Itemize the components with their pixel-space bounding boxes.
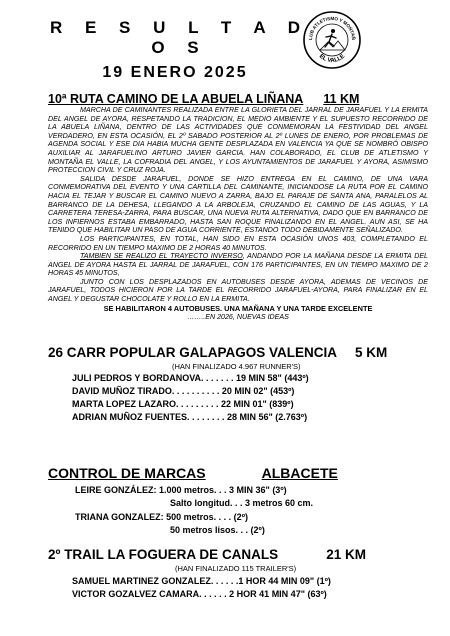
result-row: DAVID MUÑOZ TIRADO. . . . . . . . . . 20 MIN 02" (453º) [72, 386, 295, 396]
section1-body [48, 106, 428, 322]
paragraph-4 [48, 252, 428, 278]
section4-note: (HAN FINALIZADO 115 TRAILER'S) [175, 564, 297, 573]
closing-note: ……..EN 2026, NUEVAS IDEAS [187, 313, 289, 322]
section2-name: 26 CARR POPULAR GALAPAGOS VALENCIA [48, 345, 338, 360]
paragraph-5: JUNTO CON LOS DESPLAZADOS EN AUTOBUSES DESDE AYORA, ADEMAS DE VECINOS DE JARAFUEL, TODOS HICIERON POR LA TARDE EL RECORRIDO JARAFUEL-AYORA, PARA FINALIZAR EN EL ANGEL Y DEGUSTAR CHOCOLATE Y ROLLO EN LA ERMITA. [48, 277, 428, 304]
page-header [40, 18, 310, 84]
result-row: VICTOR GOZALVEZ CAMARA. . . . . . 2 HOR 41 MIN 47" (63º) [72, 589, 327, 599]
paragraph-2: SALIDA DESDE JARAFUEL, DONDE SE HIZO ENTREGA EN EL CAMINO, DE UNA VARA CONMEMORATIVA DEL EVENTO Y UNA CARTILLA DEL CAMINANTE, INICIANDOSE LA RUTA POR EL CAMINO HACIA EL TEJAR Y BUSCAR EL CAMINO NUEVO A ZARRA, BAJO EL PARAJE DE SANTA ANA, PARALELOS AL BARRANCO DE LA DEHESA, LLEGANDO A LA ARBOLEJA, CRUZANDO EL CAMINO DE LAS AGUAS, Y LA CARRETERA TERESA-ZARRA, PARA BUSCAR, UNA NUEVA RUTA ALTERNATIVA, DADO QUE EN BARRANCO DE LOS INFIERNOS ESTABA EMBARRADO, HASTA SAN ROQUE FINALIZANDO EN EL ANGEL. AUN ASI, SE HA TENIDO QUE HABILITAR UN PASO DE AGUA CORRIENTE, ESTANDO TODO DEBIDAMENTE SEÑALIZADO. [48, 174, 428, 235]
paragraph-3: LOS PARTICIPANTES, EN TOTAL, HAN SIDO EN ESTA OCASIÓN UNOS 403, COMPLETANDO EL RECORRIDO EN UN TIEMPO MAXIMO DE 2 HORAS 40 MINUTOS. [48, 234, 428, 252]
result-row: SAMUEL MARTINEZ GONZALEZ. . . . . .1 HOR 44 MIN 09" (1º) [72, 576, 331, 586]
section4-distance: 21 KM [326, 547, 366, 562]
paragraph-1: MARCHA DE CAMINANTES REALIZADA ENTRE LA GLORIETA DEL JARRAL DE JARAFUEL Y LA ERMITA DEL ANGEL DE AYORA, RESPETANDO LA TRADICION, EL MEDIO AMBIENTE Y EL SUPUESTO RECORRIDO DE LA ABUELA LIÑANA, DENTRO DE LAS ACTIVIDADES QUE CONMEMORAN LA FESTIVIDAD DEL ANGEL VERDADERO, EN ESTA OCASIÓN, EL 2º SABADO POSTERIOR AL 2º LUNES DE ENERO, POR PROBLEMAS DE AGENDA SOCIAL Y ESE DIA HABIA MUCHA GENTE DESPLAZADA EN VALENCIA YA QUE SE NOMBRÓ OBISPO AUXILIAR AL JARAFUELINO ARTURO JAVIER GARCIA. HAN COLABORADO, EL CLUB DE ATLETISMO Y MONTAÑA EL VALLE, LA COFRADIA DEL ANGEL, Y LOS AYUNTAMIENTOS DE JARAFUEL Y AYORA, ASIMISMO PROTECCION CIVIL Y CRUZ ROJA. [48, 106, 428, 175]
section3-title [48, 465, 338, 481]
section1-distance: 11 KM [323, 92, 360, 106]
section1-name: 10ª RUTA CAMINO DE LA ABUELA LIÑANA [48, 92, 304, 106]
section2-distance: 5 KM [355, 345, 388, 360]
bus-note: SE HABILITARON 4 AUTOBUSES. UNA MAÑANA Y UNA TARDE EXCELENTE [103, 303, 373, 313]
logo-text-bottom: EL VALLE [317, 53, 347, 65]
section3-name: CONTROL DE MARCAS [48, 465, 206, 481]
section2-title [48, 345, 387, 360]
inverse-route-highlight: TAMBIEN SE REALIZO EL TRAYECTO INVERSO [80, 252, 243, 261]
section4-title [48, 547, 366, 562]
page-date: 19 ENERO 2025 [102, 64, 248, 81]
result-row: LEIRE GONZÁLEZ: 1.000 metros. . . 3 MIN 36" (3º) [75, 485, 287, 495]
page-title: R E S U L T A D O S [49, 18, 310, 57]
section3-city: ALBACETE [261, 465, 338, 481]
section2-note: (HAN FINALIZADO 4.967 RUNNER'S) [172, 362, 301, 371]
result-row: ADRIAN MUÑOZ FUENTES. . . . . . . . 28 MIN 56" (2.763º) [72, 412, 308, 422]
result-row: TRIANA GONZALEZ: 500 metros. . . . (2º) [75, 512, 248, 522]
result-row: 50 metros lisos. . . (2º) [170, 525, 265, 535]
paragraph-4-text: , ANDANDO POR LA MAÑANA DESDE LA ERMITA DEL ANGEL DE AYORA HASTA EL JARRAL DE JARAFUEL, CON 176 PARTICIPANTES, EN UN TIEMPO MAXIMO DE 2 HORAS 45 MINUTOS, [48, 252, 428, 278]
club-logo [302, 10, 362, 70]
section4-name: 2º TRAIL LA FOGUERA DE CANALS [48, 547, 279, 562]
logo-text-top: LUB ATLETISMO Y MONTAÑ [307, 15, 357, 41]
result-row: JULI PEDROS Y BORDANOVA. . . . . . . 19 MIN 58" (443º) [72, 373, 309, 383]
svg-text:EL VALLE [318, 54, 346, 64]
result-row: MARTA LOPEZ LAZARO. . . . . . . . . 22 MIN 01" (839º) [72, 399, 294, 409]
result-row: Salto longitud. . . 3 metros 60 cm. [170, 498, 314, 508]
section1-title [48, 92, 359, 106]
